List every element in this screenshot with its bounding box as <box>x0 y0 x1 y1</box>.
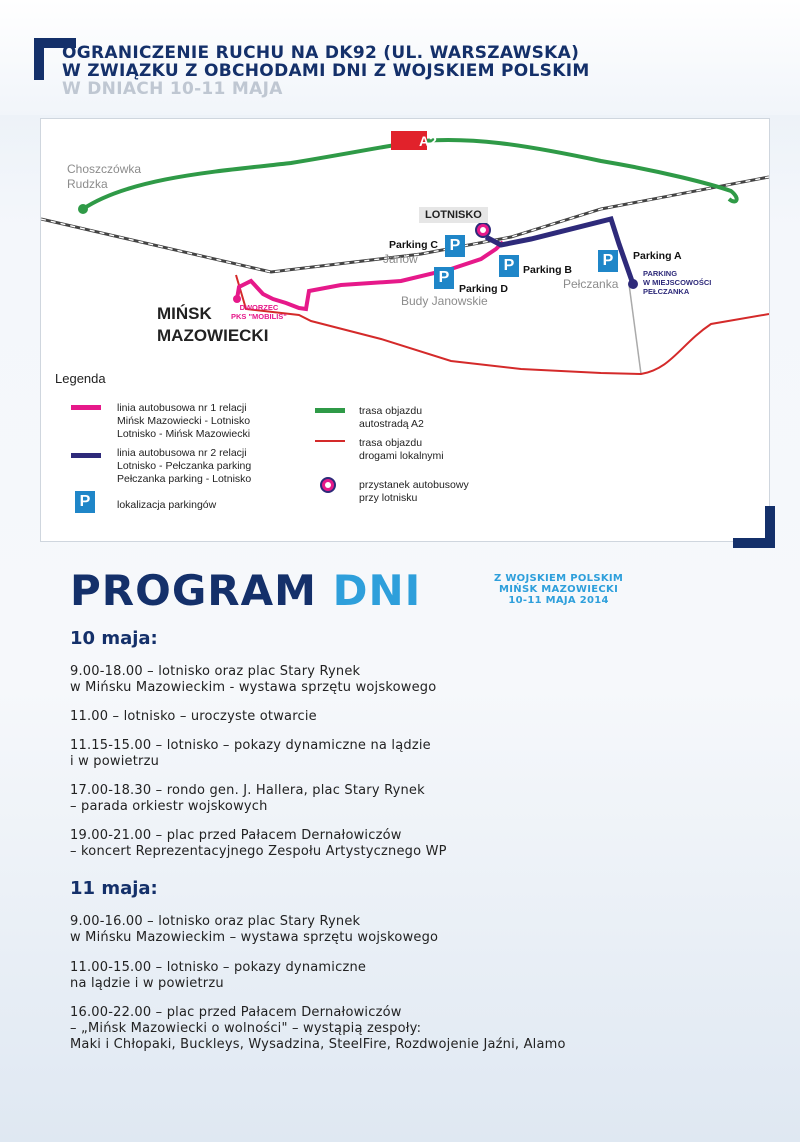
parking-d-label: Parking D <box>459 283 509 295</box>
event-line: 11.00-15.00 – lotnisko – pokazy dynamiczne <box>70 960 367 975</box>
event-line: na lądzie i w powietrzu <box>70 976 224 991</box>
day-1-event <box>70 709 760 725</box>
legend-local-line-2: drogami lokalnymi <box>359 450 444 462</box>
day-2-event <box>70 960 760 992</box>
map-panel <box>40 118 770 542</box>
event-line: 9.00-16.00 – lotnisko oraz plac Stary Rynek <box>70 914 361 929</box>
pelczanka-parking-dot <box>628 279 638 289</box>
title-line-2: W ZWIĄZKU Z OBCHODAMI DNI Z WOJSKIEM POLSKIM <box>62 61 590 81</box>
parking-a-icon: P <box>598 250 618 272</box>
corner-decoration-bottom <box>733 506 775 548</box>
legend-bus2-swatch <box>71 453 101 458</box>
event-line: 9.00-18.00 – lotnisko oraz plac Stary Rynek <box>70 664 361 679</box>
legend-stop <box>359 479 469 505</box>
event-line: Maki i Chłopaki, Buckleys, Wysadzina, SteelFire, Rozdwojenie Jaźni, Alamo <box>70 1037 566 1052</box>
legend-stop-line-1: przystanek autobusowy <box>359 479 469 491</box>
place-rudzka: Rudzka <box>67 177 108 191</box>
pelczanka-parking-line-1: PARKING <box>643 269 678 278</box>
program-sub-line-3: 10-11 MAJA 2014 <box>508 595 609 606</box>
day-1-event <box>70 828 760 860</box>
legend-bus1-line-3: Lotnisko - Mińsk Mazowiecki <box>117 428 251 440</box>
legend-parking: lokalizacja parkingów <box>117 499 217 511</box>
title-line-3: W DNIACH 10-11 MAJA <box>62 79 283 99</box>
event-line: 11.00 – lotnisko – uroczyste otwarcie <box>70 709 317 724</box>
airport-label: LOTNISKO <box>419 207 488 223</box>
event-line: i w powietrzu <box>70 754 160 769</box>
legend-bus1-line-2: Mińsk Mazowiecki - Lotnisko <box>117 415 251 427</box>
event-line: – koncert Reprezentacyjnego Zespołu Artystycznego WP <box>70 844 447 859</box>
legend-stop-line-2: przy lotnisku <box>359 492 418 504</box>
city-line-1: MIŃSK <box>157 304 212 323</box>
title-line-1: OGRANICZENIE RUCHU NA DK92 (UL. WARSZAWSKA) <box>62 43 580 63</box>
dworzec-line-1: DWORZEC <box>239 303 279 312</box>
legend-bus-stop-icon <box>321 478 335 492</box>
pelczanka-parking-label <box>643 269 711 296</box>
event-line: – parada orkiestr wojskowych <box>70 799 268 814</box>
parking-a-label: Parking A <box>633 250 682 262</box>
day-1-event <box>70 738 760 770</box>
legend-bus2-line-3: Pełczanka parking - Lotnisko <box>117 473 252 485</box>
parking-b-label: Parking B <box>523 264 573 276</box>
city-line-2: MAZOWIECKI <box>157 326 269 345</box>
pelczanka-parking-line-3: PEŁCZANKA <box>643 287 690 296</box>
legend-bus1-swatch <box>71 405 101 410</box>
place-choszczowka: Choszczówka <box>67 162 142 176</box>
event-line: w Mińsku Mazowieckim - wystawa sprzętu wojskowego <box>70 680 437 695</box>
program-sub-line-2: MIŃSK MAZOWIECKI <box>499 584 619 595</box>
dni-word: DNI <box>332 566 422 615</box>
a2-badge-label: A2 <box>419 133 437 149</box>
event-line: – „Mińsk Mazowiecki o wolności" – wystąpią zespoły: <box>70 1021 422 1036</box>
event-line: w Mińsku Mazowieckim – wystawa sprzętu wojskowego <box>70 930 439 945</box>
program-sub-line-1: Z WOJSKIEM POLSKIM <box>494 573 624 584</box>
day-1-event <box>70 783 760 815</box>
a2-junction-dot <box>78 204 88 214</box>
day-2-title: 11 maja: <box>70 878 158 899</box>
event-line: 16.00-22.00 – plac przed Pałacem Dernałowiczów <box>70 1005 402 1020</box>
dworzec-line-2: PKS "MOBILIS" <box>231 312 287 321</box>
day-1-title: 10 maja: <box>70 628 158 649</box>
city-label <box>157 303 268 347</box>
parking-d-icon: P <box>434 267 454 289</box>
legend-local-line-1: trasa objazdu <box>359 437 423 449</box>
legend-local <box>359 437 444 463</box>
day-2-event <box>70 1005 760 1053</box>
legend-bus2 <box>117 447 251 486</box>
legend-parking-icon: P <box>75 491 95 513</box>
event-line: 11.15-15.00 – lotnisko – pokazy dynamiczne na lądzie <box>70 738 431 753</box>
event-line: 19.00-21.00 – plac przed Pałacem Dernałowiczów <box>70 828 402 843</box>
legend-bus2-line-2: Lotnisko - Pełczanka parking <box>117 460 252 472</box>
legend-a2-line-2: autostradą A2 <box>359 418 424 430</box>
legend-local-swatch <box>315 440 345 442</box>
event-line: 17.00-18.30 – rondo gen. J. Hallera, plac Stary Rynek <box>70 783 425 798</box>
legend-title: Legenda <box>55 371 106 386</box>
place-janow: Janów <box>383 252 418 266</box>
side-road <box>629 284 641 374</box>
legend-a2-line-1: trasa objazdu <box>359 405 423 417</box>
page-title <box>62 44 762 98</box>
bus-stop-icon <box>476 223 490 237</box>
day-1-event <box>70 664 760 696</box>
legend-a2 <box>359 405 424 431</box>
place-pelczanka: Pełczanka <box>563 277 619 291</box>
program-heading <box>70 567 421 615</box>
program-word: PROGRAM <box>70 566 317 615</box>
day-2-event <box>70 914 760 946</box>
place-budy-janowskie: Budy Janowskie <box>401 294 488 308</box>
a2-detour-route <box>83 140 737 209</box>
pelczanka-parking-line-2: W MIEJSCOWOŚCI <box>643 278 712 287</box>
parking-b-icon: P <box>499 255 519 277</box>
parking-c-label: Parking C <box>389 239 439 251</box>
dworzec-dot <box>233 295 241 303</box>
legend-bus1 <box>117 402 250 441</box>
legend-a2-swatch <box>315 408 345 413</box>
program-subtitle <box>494 573 623 606</box>
legend-bus2-line-1: linia autobusowa nr 2 relacji <box>117 447 247 459</box>
legend-bus1-line-1: linia autobusowa nr 1 relacji <box>117 402 247 414</box>
parking-c-icon: P <box>445 235 465 257</box>
